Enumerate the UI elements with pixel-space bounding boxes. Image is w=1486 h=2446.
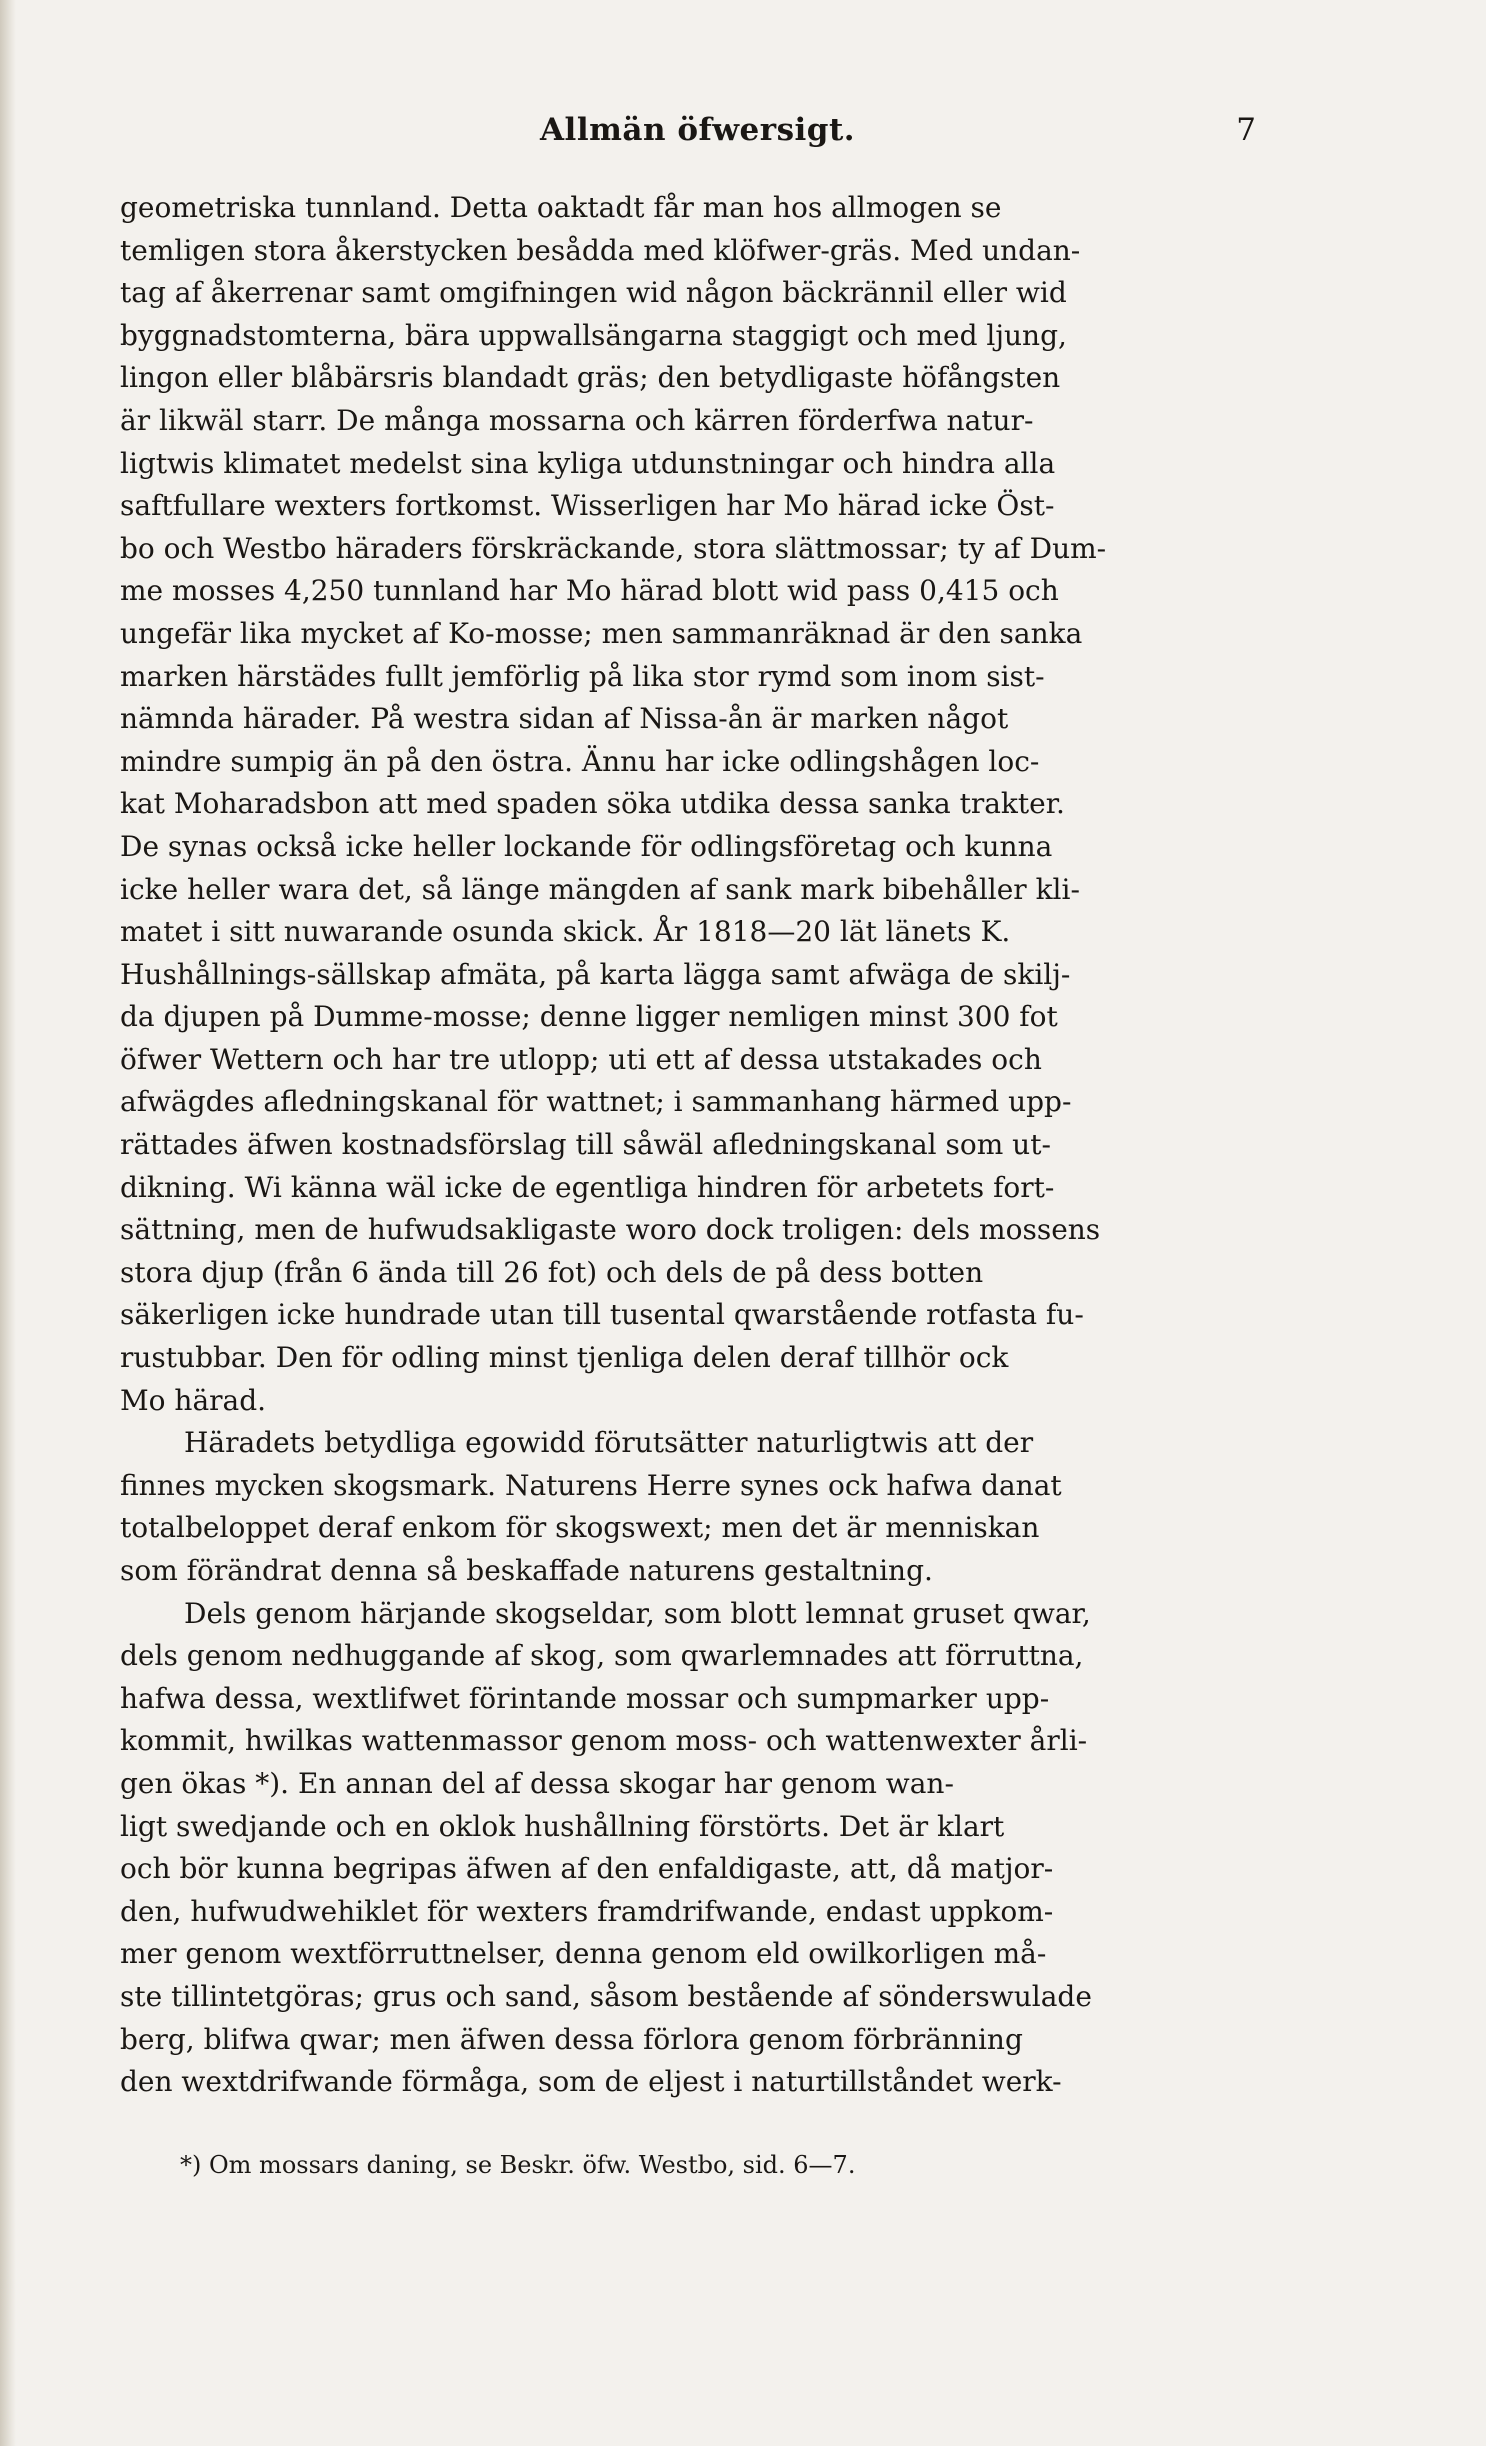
text-line: och bör kunna begripas äfwen af den enfaldigaste, att, då matjor- — [120, 1852, 1054, 1886]
page-header — [120, 112, 1256, 152]
text-line: stora djup (från 6 ända till 26 fot) och dels de på dess botten — [120, 1255, 984, 1289]
text-line: lingon eller blåbärsris blandadt gräs; den betydligaste höfångsten — [120, 361, 1061, 395]
text-line: bo och Westbo häraders förskräckande, stora slättmossar; ty af Dum- — [120, 531, 1107, 565]
text-line: matet i sitt nuwarande osunda skick. År 1818—20 lät länets K. — [120, 915, 1011, 949]
text-line: geometriska tunnland. Detta oaktadt får man hos allmogen se — [120, 191, 1002, 224]
text-line: som förändrat denna så beskaffade naturens gestaltning. — [120, 1554, 933, 1587]
text-line: rustubbar. Den för odling minst tjenliga delen deraf tillhör ock — [120, 1341, 1009, 1375]
text-line: dels genom nedhuggande af skog, som qwarlemnades att förruttna, — [120, 1639, 1084, 1673]
text-line: icke heller wara det, så länge mängden af sank mark bibehåller kli- — [120, 872, 1080, 906]
text-line: nämnda härader. På westra sidan af Nissa-ån är marken något — [120, 702, 1009, 736]
running-title: Allmän öfwersigt. — [540, 112, 856, 148]
text-line: marken härstädes fullt jemförlig på lika stor rymd som inom sist- — [120, 659, 1045, 693]
text-line: Häradets betydliga egowidd förutsätter naturligtwis att der — [184, 1426, 1034, 1460]
text-line: den, hufwudwehiklet för wexters framdrifwande, endast uppkom- — [120, 1894, 1054, 1928]
text-line: ligtwis klimatet medelst sina kyliga utdunstningar och hindra alla — [120, 446, 1056, 480]
text-line: rättades äfwen kostnadsförslag till såwäl afledningskanal som ut- — [120, 1128, 1051, 1162]
body-text — [120, 187, 1256, 2104]
text-line: Mo härad. — [120, 1383, 267, 1417]
text-line: mer genom wextförruttnelser, denna genom eld owilkorligen må- — [120, 1937, 1047, 1971]
text-line: byggnadstomterna, bära uppwallsängarna staggigt och med ljung, — [120, 318, 1067, 352]
text-line: tag af åkerrenar samt omgifningen wid någon bäckrännil eller wid — [120, 276, 1067, 310]
text-line: kat Moharadsbon att med spaden söka utdika dessa sanka trakter. — [120, 787, 1065, 821]
text-line: Dels genom härjande skogseldar, som blott lemnat gruset qwar, — [184, 1596, 1091, 1630]
text-line: hafwa dessa, wextlifwet förintande mossar och sumpmarker upp- — [120, 1681, 1050, 1715]
text-line: ste tillintetgöras; grus och sand, såsom bestående af sönderswulade — [120, 1979, 1092, 2013]
text-line: da djupen på Dumme-mosse; denne ligger nemligen minst 300 fot — [120, 1000, 1058, 1034]
page-number: 7 — [1236, 112, 1256, 148]
text-line: dikning. Wi känna wäl icke de egentliga hindren för arbetets fort- — [120, 1170, 1055, 1204]
text-line: kommit, hwilkas wattenmassor genom moss- och wattenwexter årli- — [120, 1724, 1088, 1758]
text-line: öfwer Wettern och har tre utlopp; uti ett af dessa utstakades och — [120, 1042, 1042, 1076]
binding-edge — [0, 0, 16, 2446]
text-line: gen ökas *). En annan del af dessa skogar har genom wan- — [120, 1766, 954, 1800]
footnote: *) Om mossars daning, se Beskr. öfw. Westbo, sid. 6—7. — [180, 2151, 856, 2179]
text-line: ungefär lika mycket af Ko-mosse; men sammanräknad är den sanka — [120, 616, 1083, 650]
text-line: temligen stora åkerstycken besådda med klöfwer-gräs. Med undan- — [120, 233, 1081, 267]
text-line: afwägdes afledningskanal för wattnet; i sammanhang härmed upp- — [120, 1085, 1072, 1119]
text-line: me mosses 4,250 tunnland har Mo härad blott wid pass 0,415 och — [120, 574, 1059, 608]
text-line: De synas också icke heller lockande för odlingsföretag och kunna — [120, 829, 1053, 863]
text-line: mindre sumpig än på den östra. Ännu har icke odlingshågen loc- — [120, 744, 1040, 778]
text-line: berg, blifwa qwar; men äfwen dessa förlora genom förbränning — [120, 2022, 1023, 2056]
text-line: finnes mycken skogsmark. Naturens Herre synes ock hafwa danat — [120, 1468, 1062, 1502]
text-line: Hushållnings-sällskap afmäta, på karta lägga samt afwäga de skilj- — [120, 957, 1071, 991]
text-line: ligt swedjande och en oklok hushållning förstörts. Det är klart — [120, 1809, 1005, 1843]
text-line: totalbeloppet deraf enkom för skogswext; men det är menniskan — [120, 1511, 1040, 1545]
text-line: säkerligen icke hundrade utan till tusental qwarstående rotfasta fu- — [120, 1298, 1084, 1332]
text-line: är likwäl starr. De många mossarna och kärren förderfwa natur- — [120, 403, 1034, 437]
text-line: den wextdrifwande förmåga, som de eljest i naturtillståndet werk- — [120, 2065, 1062, 2099]
text-line: saftfullare wexters fortkomst. Wisserligen har Mo härad icke Öst- — [120, 489, 1055, 523]
text-line: sättning, men de hufwudsakligaste woro dock troligen: dels mossens — [120, 1213, 1101, 1247]
